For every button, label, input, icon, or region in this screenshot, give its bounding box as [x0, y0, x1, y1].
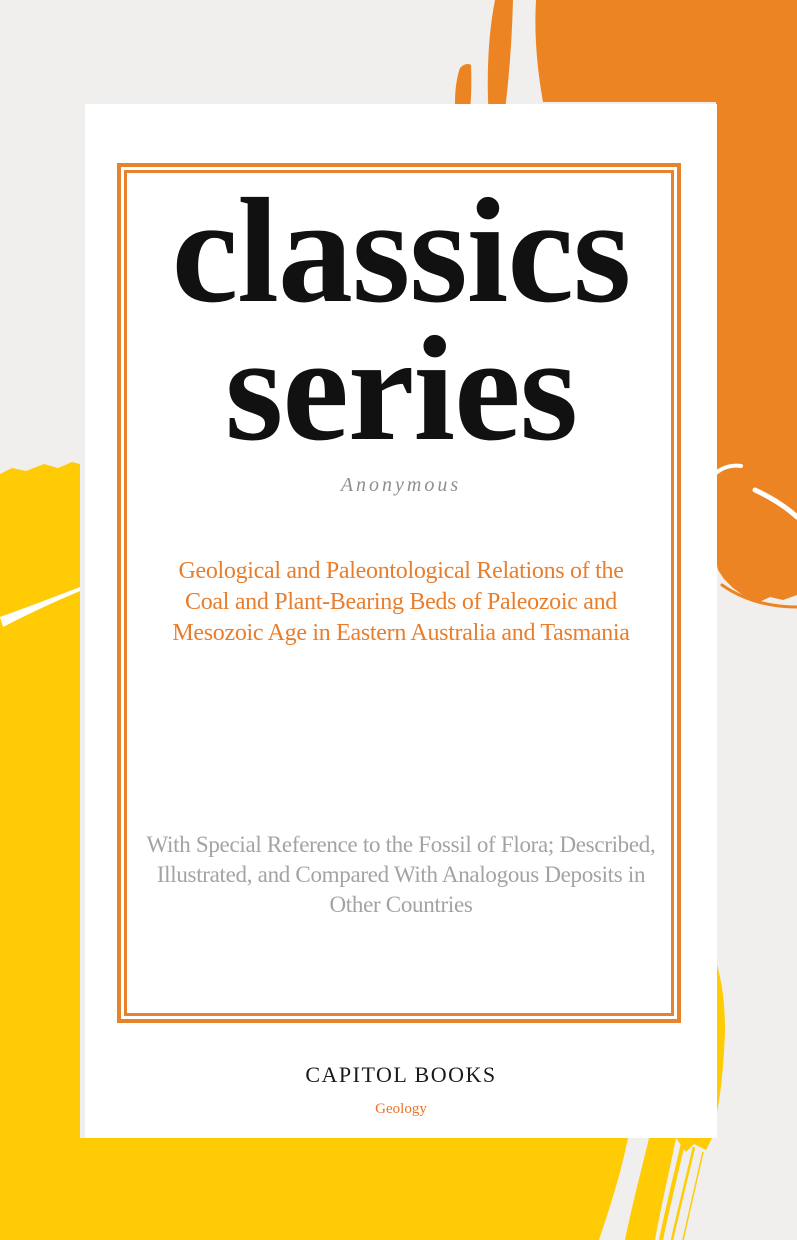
- book-title-line3: Mesozoic Age in Eastern Australia and Tasmania: [172, 620, 630, 646]
- author-name: Anonymous: [340, 474, 462, 496]
- yellow-brush-stripe-left: [0, 462, 80, 1240]
- book-title-line2: Coal and Plant-Bearing Beds of Paleozoic and: [184, 589, 618, 615]
- publisher-name: CAPITOL BOOKS: [305, 1062, 497, 1087]
- yellow-brush-band-bottom: [0, 1138, 628, 1240]
- category-label: Geology: [375, 1101, 427, 1117]
- book-title: [85, 556, 717, 649]
- series-title-line1: classics: [171, 168, 631, 334]
- book-title-line1: Geological and Paleontological Relations of the: [178, 558, 624, 584]
- book-subtitle-line3: Other Countries: [329, 892, 473, 917]
- series-title: [85, 168, 717, 472]
- book-subtitle-line2: Illustrated, and Compared With Analogous Deposits in: [156, 862, 646, 887]
- book-subtitle-line1: With Special Reference to the Fossil of Flora; Described,: [146, 832, 656, 857]
- series-title-line2: series: [224, 306, 578, 472]
- cover-card: [85, 104, 717, 1138]
- book-subtitle: [85, 830, 717, 920]
